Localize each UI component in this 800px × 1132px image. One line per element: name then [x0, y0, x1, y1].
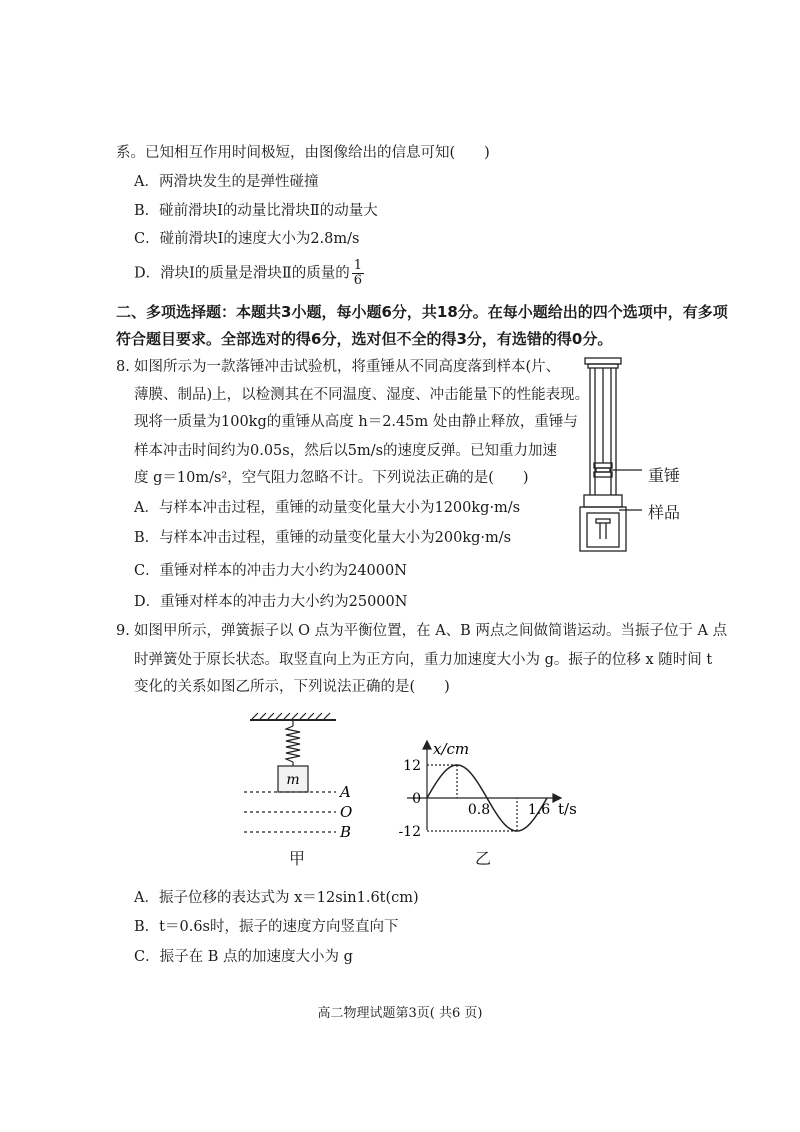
y-axis-label-text: x/cm: [433, 740, 470, 758]
x-tick-label: 1.6: [527, 802, 551, 818]
point-a-label: A: [340, 783, 351, 801]
q7-option-b: B．碰前滑块Ⅰ的动量比滑块Ⅱ的动量大: [134, 203, 378, 219]
q8-stem-line: 现将一质量为100kg的重锤从高度 h＝2.45m 处由静止释放，重锤与: [134, 414, 578, 430]
q7-option-c: C．碰前滑块Ⅰ的速度大小为2.8m/s: [134, 231, 360, 247]
spring: [286, 726, 300, 762]
displacement-time-chart: [375, 738, 590, 838]
q9-stem-line: 变化的关系如图乙所示，下列说法正确的是( ): [134, 679, 450, 695]
q8-stem-line: 如图所示为一款落锤冲击试验机，将重锤从不同高度落到样本(片、: [134, 359, 561, 375]
mass-label: m: [286, 772, 300, 788]
point-o-label: O: [340, 803, 353, 821]
y-tick-label: -12: [398, 824, 421, 838]
q9-stem-line: 如图甲所示，弹簧振子以 O 点为平衡位置，在 A、B 两点之间做简谐运动。当振子位于 A 点: [134, 623, 728, 639]
q8-number: 8.: [116, 359, 130, 375]
ceiling-hatching: [252, 713, 330, 719]
q9-stem-line: 时弹簧处于原长状态。取竖直向上为正方向，重力加速度大小为 g。振子的位移 x 随时间 t: [134, 652, 713, 668]
y-tick-label: 12: [403, 758, 421, 774]
q9-option-c: C．振子在 B 点的加速度大小为 g: [134, 949, 353, 965]
y-axis-arrow: [423, 741, 431, 749]
drop-hammer-figure: [570, 355, 685, 555]
fraction-numerator: 1: [353, 258, 362, 273]
y-tick-label: 0: [412, 791, 421, 807]
q9-option-a: A．振子位移的表达式为 x＝12sin1.6t(cm): [134, 890, 419, 906]
section-heading-line2: 符合题目要求。全部选对的得6分，选对但不全的得3分，有选错的得0分。: [116, 330, 613, 348]
q7-stem-continued: 系。已知相互作用时间极短，由图像给出的信息可知( ): [116, 145, 490, 161]
figure-jia-caption: 甲: [289, 849, 306, 868]
fraction-denominator: 6: [353, 273, 362, 288]
q8-option-b: B．与样本冲击过程，重锤的动量变化量大小为200kg·m/s: [134, 530, 512, 546]
point-b-label: B: [340, 823, 352, 840]
y-axis-label: [433, 740, 469, 758]
sample-label: 样品: [648, 503, 681, 522]
x-axis-label: t/s: [558, 800, 577, 818]
q8-stem-line: 样本冲击时间约为0.05s，然后以5m/s的速度反弹。已知重力加速: [134, 443, 558, 459]
spring-oscillator-figure: [240, 710, 370, 840]
section-heading-line1: 二、多项选择题：本题共3小题，每小题6分，共18分。在每小题给出的四个选项中，有多项: [116, 303, 728, 321]
fraction: [352, 259, 364, 288]
x-tick-label: 0.8: [467, 802, 491, 818]
q8-option-d: D．重锤对样本的冲击力大小约为25000N: [134, 594, 408, 610]
q9-number: 9.: [116, 623, 130, 639]
q8-stem-line: 度 g＝10m/s²，空气阻力忽略不计。下列说法正确的是( ): [134, 470, 529, 486]
figure-yi-caption: 乙: [475, 849, 492, 868]
q7-option-d-text: D．滑块Ⅰ的质量是滑块Ⅱ的质量的: [134, 265, 350, 282]
q9-option-b: B．t＝0.6s时，振子的速度方向竖直向下: [134, 919, 399, 935]
hammer-label: 重锤: [648, 466, 681, 485]
page-footer: 高二物理试题第3页( 共6 页): [317, 1006, 483, 1021]
q7-option-d: [134, 259, 364, 288]
q8-option-a: A．与样本冲击过程，重锤的动量变化量大小为1200kg·m/s: [134, 500, 521, 516]
q8-option-c: C．重锤对样本的冲击力大小约为24000N: [134, 563, 407, 579]
q8-stem-line: 薄膜、制品)上，以检测其在不同温度、湿度、冲击能量下的性能表现。: [134, 387, 590, 403]
q7-option-a: A．两滑块发生的是弹性碰撞: [134, 174, 319, 190]
